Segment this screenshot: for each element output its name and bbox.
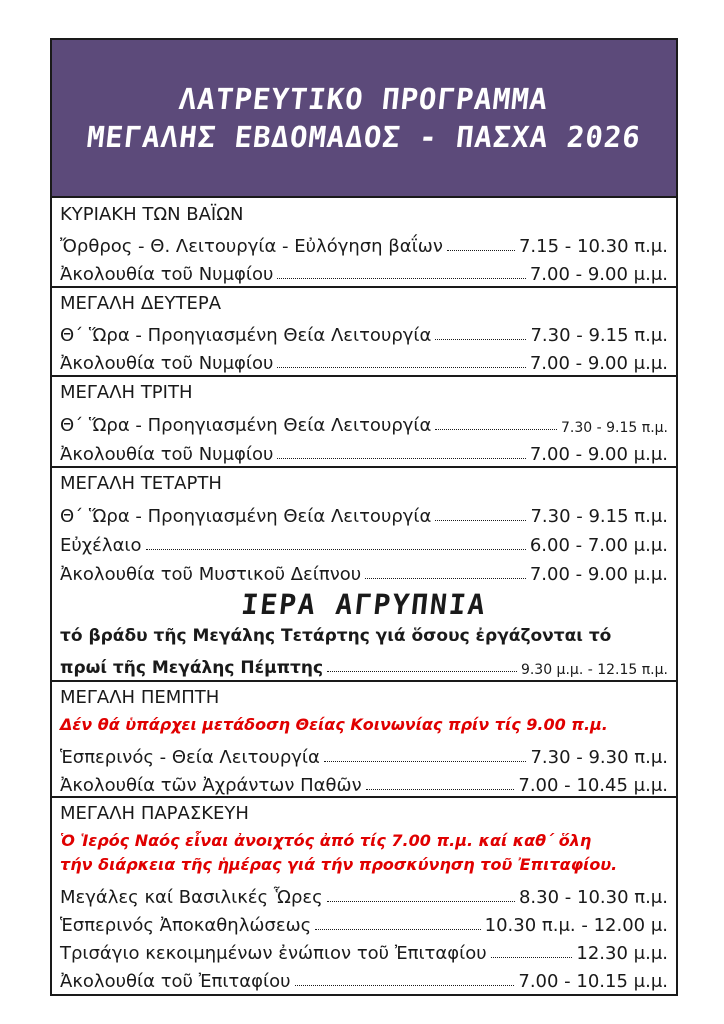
service-time: 7.00 - 10.15 μ.μ. bbox=[518, 971, 668, 992]
section-holy-tuesday bbox=[52, 377, 676, 468]
header-title-line1: ΛΑΤΡΕΥΤΙΚΟ ΠΡΟΓΡΑΜΜΑ bbox=[177, 82, 551, 116]
service-name: Θ΄ Ὥρα - Προηγιασμένη Θεία Λειτουργία bbox=[60, 506, 432, 527]
dot-leader bbox=[277, 278, 525, 279]
service-name: Ἑσπερινός Ἀποκαθηλώσεως bbox=[60, 915, 312, 936]
service-time: 7.00 - 9.00 μ.μ. bbox=[529, 444, 668, 465]
schedule-row bbox=[60, 878, 668, 908]
service-time: 7.30 - 9.15 π.μ. bbox=[530, 506, 668, 527]
service-time: 8.30 - 10.30 π.μ. bbox=[518, 887, 668, 908]
section-holy-thursday bbox=[52, 682, 676, 798]
church-open-notice-cont: τήν διάρκεια τῆς ἡμέρας γιά τήν προσκύνηση τοῦ Ἐπιταφίου. bbox=[60, 855, 618, 874]
section-holy-monday bbox=[52, 288, 676, 377]
service-time: 10.30 π.μ. - 12.00 μ. bbox=[484, 915, 668, 936]
day-title: ΜΕΓΑΛΗ ΤΕΤΑΡΤΗ bbox=[60, 473, 222, 494]
schedule-row bbox=[60, 906, 668, 936]
service-name: Ἀκολουθία τοῦ Νυμφίου bbox=[60, 264, 274, 285]
schedule-frame bbox=[50, 38, 678, 996]
communion-notice: Δέν θά ὑπάρχει μετάδοση Θείας Κοινωνίας πρίν τίς 9.00 π.μ. bbox=[60, 715, 608, 734]
schedule-row bbox=[60, 255, 668, 285]
schedule-row bbox=[60, 406, 668, 436]
dot-leader bbox=[491, 957, 573, 958]
schedule-row bbox=[60, 526, 668, 556]
dot-leader bbox=[435, 429, 557, 430]
service-time: 7.30 - 9.15 π.μ. bbox=[561, 420, 668, 436]
dot-leader bbox=[435, 520, 526, 521]
schedule-row bbox=[60, 738, 668, 768]
header-title-line2: ΜΕΓΑΛΗΣ ΕΒΔΟΜΑΔΟΣ - ΠΑΣΧΑ 2026 bbox=[85, 120, 643, 154]
service-name: Ἀκολουθία τοῦ Νυμφίου bbox=[60, 444, 274, 465]
vigil-description-cont: πρωί τῆς Μεγάλης Πέμπτης bbox=[60, 658, 324, 678]
dot-leader bbox=[277, 458, 525, 459]
service-time: 7.15 - 10.30 π.μ. bbox=[518, 236, 668, 257]
schedule-row bbox=[60, 555, 668, 585]
service-time: 7.30 - 9.15 π.μ. bbox=[530, 325, 668, 346]
schedule-row bbox=[60, 316, 668, 346]
schedule-row bbox=[60, 227, 668, 257]
schedule-row bbox=[60, 934, 668, 964]
service-time: 6.00 - 7.00 μ.μ. bbox=[529, 535, 668, 556]
schedule-header bbox=[52, 40, 676, 198]
dot-leader bbox=[277, 367, 525, 368]
section-holy-friday bbox=[52, 798, 676, 994]
service-time: 7.00 - 9.00 μ.μ. bbox=[529, 353, 668, 374]
schedule-row bbox=[60, 435, 668, 465]
church-open-notice: Ὁ Ἱερός Ναός εἶναι ἀνοιχτός ἀπό τίς 7.00 π.μ. καί καθ΄ ὅλη bbox=[60, 831, 592, 850]
vigil-time: 9.30 μ.μ. - 12.15 π.μ. bbox=[520, 662, 668, 678]
dot-leader bbox=[366, 789, 515, 790]
service-time: 12.30 μ.μ. bbox=[576, 943, 668, 964]
service-time: 7.00 - 10.45 μ.μ. bbox=[518, 775, 668, 796]
day-title: ΜΕΓΑΛΗ ΤΡΙΤΗ bbox=[60, 382, 193, 403]
vigil-title: ΙΕΡΑ ΑΓΡΥΠΝΙΑ bbox=[239, 588, 489, 621]
schedule-row bbox=[60, 766, 668, 796]
dot-leader bbox=[315, 929, 480, 930]
service-name: Τρισάγιο κεκοιμημένων ἐνώπιον τοῦ Ἐπιταφίου bbox=[60, 943, 487, 964]
dot-leader bbox=[327, 901, 515, 902]
dot-leader bbox=[365, 578, 526, 579]
vigil-description: τό βράδυ τῆς Μεγάλης Τετάρτης γιά ὅσους ἐργάζονται τό bbox=[60, 626, 612, 646]
service-time: 7.30 - 9.30 π.μ. bbox=[530, 747, 668, 768]
service-name: Θ΄ Ὥρα - Προηγιασμένη Θεία Λειτουργία bbox=[60, 325, 432, 346]
dot-leader bbox=[324, 761, 527, 762]
service-name: Ἀκολουθία τοῦ Ἐπιταφίου bbox=[60, 971, 291, 992]
service-time: 7.00 - 9.00 μ.μ. bbox=[529, 564, 668, 585]
service-name: Ἀκολουθία τοῦ Νυμφίου bbox=[60, 353, 274, 374]
vigil-row bbox=[60, 648, 668, 678]
schedule-row bbox=[60, 962, 668, 992]
day-title: ΜΕΓΑΛΗ ΠΑΡΑΣΚΕΥΗ bbox=[60, 803, 249, 824]
schedule-row bbox=[60, 344, 668, 374]
service-name: Μεγάλες καί Βασιλικές Ὧρες bbox=[60, 887, 323, 908]
day-title: ΜΕΓΑΛΗ ΠΕΜΠΤΗ bbox=[60, 687, 220, 708]
dot-leader bbox=[295, 985, 515, 986]
schedule-row bbox=[60, 497, 668, 527]
service-name: Θ΄ Ὥρα - Προηγιασμένη Θεία Λειτουργία bbox=[60, 415, 432, 436]
day-title: ΜΕΓΑΛΗ ΔΕΥΤΕΡΑ bbox=[60, 293, 222, 314]
dot-leader bbox=[435, 339, 526, 340]
service-name: Ἀκολουθία τῶν Ἀχράντων Παθῶν bbox=[60, 775, 362, 796]
section-palm-sunday bbox=[52, 198, 676, 288]
day-title: ΚΥΡΙΑΚΗ ΤΩΝ ΒΑΪΩΝ bbox=[60, 204, 244, 225]
service-time: 7.00 - 9.00 μ.μ. bbox=[529, 264, 668, 285]
section-holy-wednesday bbox=[52, 468, 676, 682]
service-name: Εὐχέλαιο bbox=[60, 535, 142, 556]
service-name: Ἀκολουθία τοῦ Μυστικοῦ Δείπνου bbox=[60, 564, 362, 585]
service-name: Ἑσπερινός - Θεία Λειτουργία bbox=[60, 747, 320, 768]
dot-leader bbox=[327, 671, 517, 672]
dot-leader bbox=[146, 549, 526, 550]
dot-leader bbox=[447, 250, 515, 251]
service-name: Ὄρθρος - Θ. Λειτουργία - Εὐλόγηση βαΐων bbox=[60, 236, 443, 257]
